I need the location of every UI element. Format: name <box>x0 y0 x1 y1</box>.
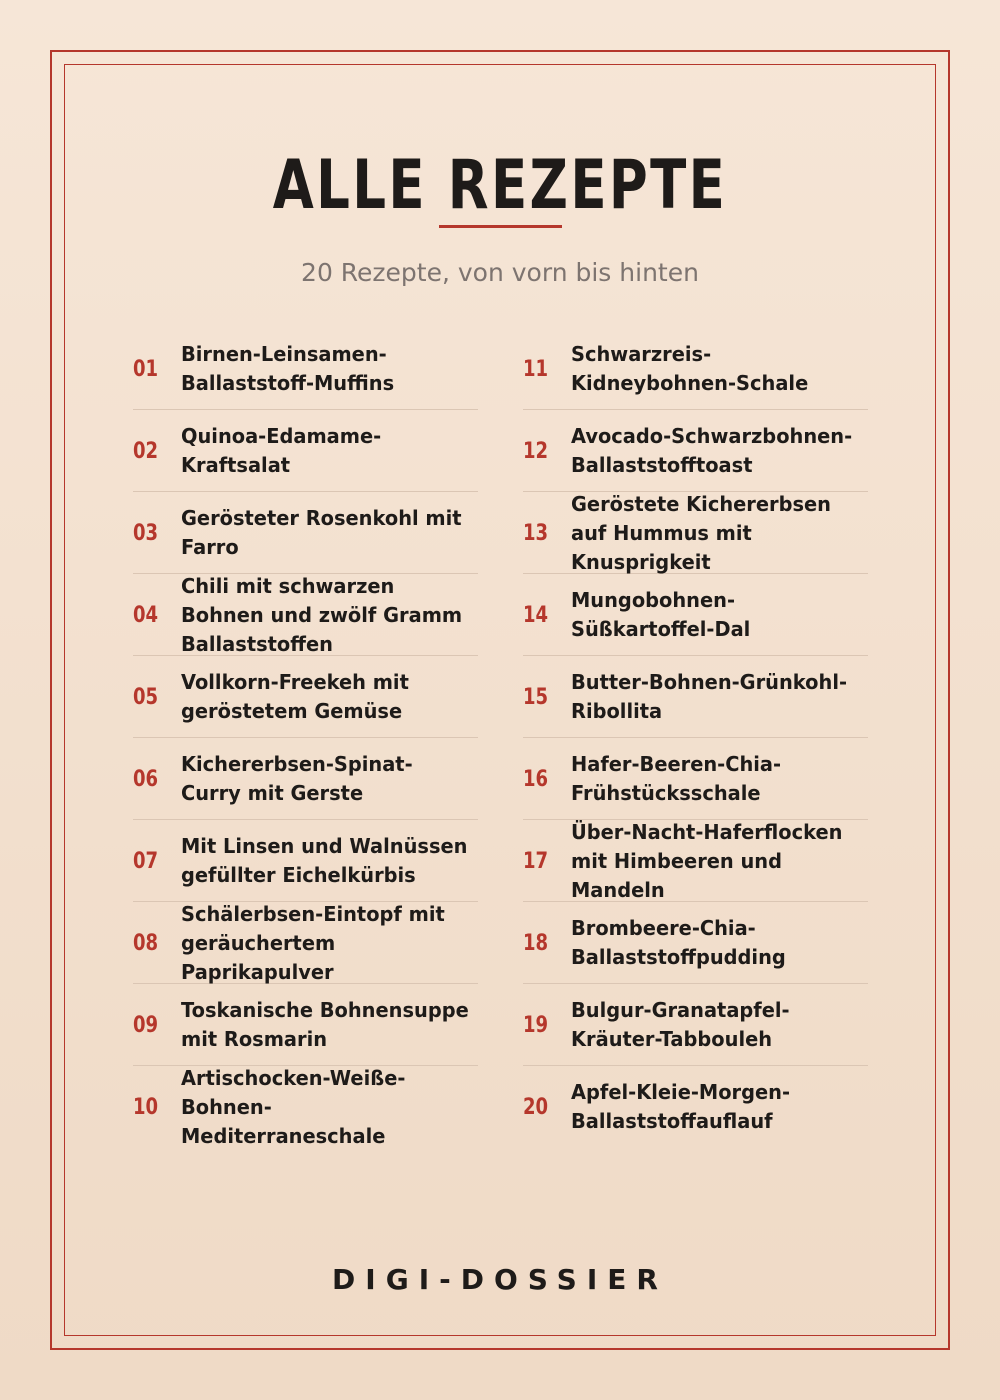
recipe-item <box>523 656 868 738</box>
recipe-item <box>523 492 868 574</box>
recipe-number: 05 <box>133 684 159 710</box>
recipe-name: Hafer-Beeren-Chia-Frühstücksschale <box>571 752 782 805</box>
recipe-list-left <box>133 328 478 1148</box>
recipe-name: Geröstete Kichererbsen auf Hummus mit Knusprigkeit <box>571 491 831 574</box>
recipe-item <box>133 574 478 656</box>
recipe-name: Birnen-Leinsamen-Ballaststoff-Muffins <box>181 342 395 395</box>
recipe-item <box>133 328 478 410</box>
recipe-number: 18 <box>523 930 549 956</box>
recipe-item <box>133 410 478 492</box>
recipe-name: Vollkorn-Freekeh mit geröstetem Gemüse <box>181 670 409 723</box>
recipe-name: Mit Linsen und Walnüssen gefüllter Eichelkürbis <box>181 834 468 887</box>
recipe-name: Chili mit schwarzen Bohnen und zwölf Gramm Ballaststoffen <box>181 573 463 656</box>
recipe-name: Apfel-Kleie-Morgen-Ballaststoffauflauf <box>571 1080 791 1133</box>
recipe-item <box>523 410 868 492</box>
recipe-number: 13 <box>523 520 549 546</box>
recipe-name: Schwarzreis-Kidneybohnen-Schale <box>571 342 809 395</box>
recipe-number: 20 <box>523 1094 549 1120</box>
recipe-list-right <box>523 328 868 1148</box>
recipe-number: 11 <box>523 356 549 382</box>
recipe-item <box>523 574 868 656</box>
recipe-name: Mungobohnen-Süßkartoffel-Dal <box>571 588 751 641</box>
recipe-item <box>133 984 478 1066</box>
recipe-name: Avocado-Schwarzbohnen-Ballaststofftoast <box>571 424 853 477</box>
recipe-item <box>523 738 868 820</box>
recipe-name: Toskanische Bohnensuppe mit Rosmarin <box>181 998 469 1051</box>
recipe-number: 08 <box>133 930 159 956</box>
recipe-item <box>523 328 868 410</box>
recipe-name: Kichererbsen-Spinat-Curry mit Gerste <box>181 752 413 805</box>
recipe-item <box>133 820 478 902</box>
recipe-name: Quinoa-Edamame-Kraftsalat <box>181 424 382 477</box>
recipe-name: Schälerbsen-Eintopf mit geräuchertem Paprikapulver <box>181 901 445 984</box>
recipe-name: Butter-Bohnen-Grünkohl-Ribollita <box>571 670 848 723</box>
recipe-item <box>133 492 478 574</box>
recipe-number: 06 <box>133 766 159 792</box>
recipe-number: 14 <box>523 602 549 628</box>
recipe-item <box>523 1066 868 1148</box>
recipe-number: 10 <box>133 1094 159 1120</box>
recipe-number: 15 <box>523 684 549 710</box>
recipe-number: 12 <box>523 438 549 464</box>
page-title: ALLE REZEPTE <box>272 146 728 225</box>
recipe-item <box>523 820 868 902</box>
title-underline <box>439 225 562 228</box>
page-subtitle: 20 Rezepte, von vorn bis hinten <box>301 258 699 287</box>
recipe-number: 02 <box>133 438 159 464</box>
recipe-item <box>133 738 478 820</box>
recipe-name: Brombeere-Chia-Ballaststoffpudding <box>571 916 786 969</box>
recipe-name: Gerösteter Rosenkohl mit Farro <box>181 506 462 559</box>
recipe-item <box>523 902 868 984</box>
recipe-number: 04 <box>133 602 159 628</box>
brand-footer: DIGI-DOSSIER <box>332 1263 668 1296</box>
recipe-item <box>133 902 478 984</box>
recipe-number: 09 <box>133 1012 159 1038</box>
recipe-number: 07 <box>133 848 159 874</box>
recipe-number: 16 <box>523 766 549 792</box>
recipe-name: Artischocken-Weiße-Bohnen-Mediterraneschale <box>181 1065 406 1148</box>
recipe-number: 17 <box>523 848 549 874</box>
recipe-number: 03 <box>133 520 159 546</box>
recipe-name: Über-Nacht-Haferflocken mit Himbeeren und Mandeln <box>571 819 843 902</box>
recipe-number: 19 <box>523 1012 549 1038</box>
recipe-name: Bulgur-Granatapfel-Kräuter-Tabbouleh <box>571 998 790 1051</box>
recipe-item <box>133 1066 478 1148</box>
recipe-number: 01 <box>133 356 159 382</box>
recipe-item <box>133 656 478 738</box>
recipe-item <box>523 984 868 1066</box>
